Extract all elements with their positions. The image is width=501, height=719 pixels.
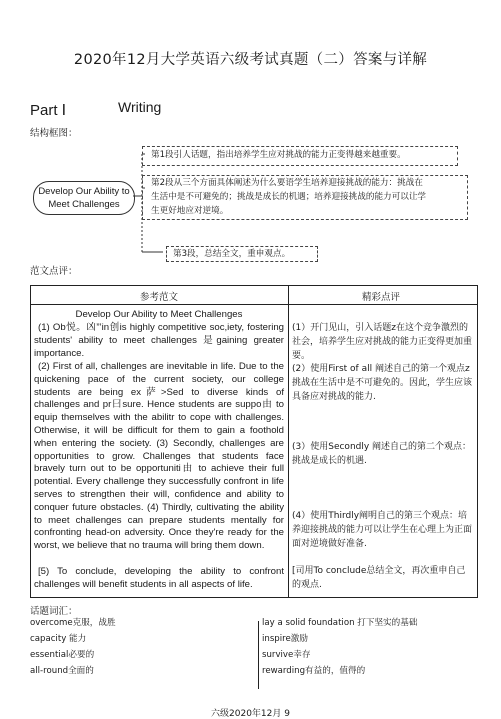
framework-box3-text: 第3段，总结全文，重申观点。 — [173, 249, 291, 259]
comment-1: (1）开门见山，引入话题z在这个竞争激烈的社会，培养学生应对挑战的能力正变得更加重要。 — [292, 323, 473, 361]
part-label: Part Ⅰ — [30, 102, 67, 119]
vocab-right-item: inspire激励 — [262, 634, 308, 644]
framework-box-paragraph3 — [166, 246, 318, 262]
vocab-left-item: essential必要的 — [30, 650, 95, 660]
framework-label: 结构框图： — [30, 128, 78, 139]
framework-box1-text: 第1段引人话题，指出培养学生应对挑战的能力正变得越来越重要。 — [151, 150, 406, 160]
part-name: Writing — [118, 99, 162, 115]
vocab-left-item: overcome克服，战胜 — [30, 618, 116, 628]
essay-title: Develop Our Ability to Meet Challenges — [75, 309, 243, 320]
framework-center-node: Develop Our Ability to Meet Challenges — [33, 181, 135, 215]
document-title: 2020年12月大学英语六级考试真题（二）答案与详解 — [73, 52, 428, 68]
essay-table-header — [30, 285, 478, 305]
sample-label: 范文点评： — [30, 266, 78, 277]
framework-box-paragraph1 — [142, 146, 458, 166]
essay-paragraph-1: (1) Ob悦。凶”’in创is highly competitive soc,iety, fostering students' ability to meet challenges 是gaining greater importance. — [34, 322, 284, 359]
comment-5: [司用To conclude总结全文，再次重申自己的观点. — [292, 566, 466, 590]
header-comments: 精彩点评 — [362, 292, 401, 303]
framework-box2-line3: 生更好地应对逆境。 — [151, 206, 229, 216]
table-column-divider — [288, 285, 289, 598]
vocab-left-item: capacity 能力 — [30, 634, 87, 644]
comment-3: (3）使用Secondly 阐述自己的第二个观点：挑战是成长的机遇. — [292, 442, 472, 466]
essay-paragraph-3: [5) To conclude, developing the ability to confront challenges will benefit students in all aspects of life. — [34, 566, 284, 590]
vocab-right-item: rewarding有益的，值得的 — [262, 666, 366, 676]
comment-4: (4）使用Thirdly阐明自己的第三个观点：培养迎接挑战的能力可以让学生在心理上为正面面对逆境做好准备. — [292, 511, 473, 549]
comment-2: (2）使用First of all 阐述自己的第一个观点z挑战在生活中是不可避免的。因此，学生应该具备应对挑战的能力. — [292, 364, 473, 402]
vocab-left-item: all-round全面的 — [30, 666, 94, 676]
framework-box-paragraph2 — [142, 175, 468, 220]
framework-box2-line2: 生活中是不可避免的；挑战是成长的机遇；培养迎接挑战的能力可以让学 — [151, 192, 427, 202]
vocab-right-item: survive幸存 — [262, 650, 311, 660]
vocab-right-item: lay a solid foundation 打下坚实的基础 — [262, 618, 418, 628]
vocab-label: 话题词汇： — [30, 606, 78, 617]
vocab-divider — [258, 621, 259, 689]
essay-paragraph-2: (2) First of all, challenges are inevitable in life. Due to the quickening pace of the current society, our college students are being ex萨>Sed to diverse kinds of challenges and pr曰sure. Hence students are suppo由 to equip themselves with the abilitr to cope with challenges. Otherwise, it will be difficult for them to gain a foothold when entering the society. (3) Secondly, challenges are opportunities to grow. Challenges that students face bravely turn out to be opportuniti由 to achieve their full potential. Every challenge they successfully confront in life serves to strengthen their will, confidence and ability to conquer future obstacles. (4) Thirdly, cultivating the ability to meet challenges can prepare students mentally for confronting head-on adversity. Once they're ready for the worst, we believe that no trauma will bring them down. — [34, 361, 284, 552]
header-sample-essay: 参考范文 — [140, 292, 179, 303]
framework-box2-line1: 第2段从三个方面具体阐述为什么要语学生培养迎接挑战的能力：挑战在 — [151, 178, 423, 188]
page-footer: 六级2020年12月 9 — [211, 709, 290, 719]
